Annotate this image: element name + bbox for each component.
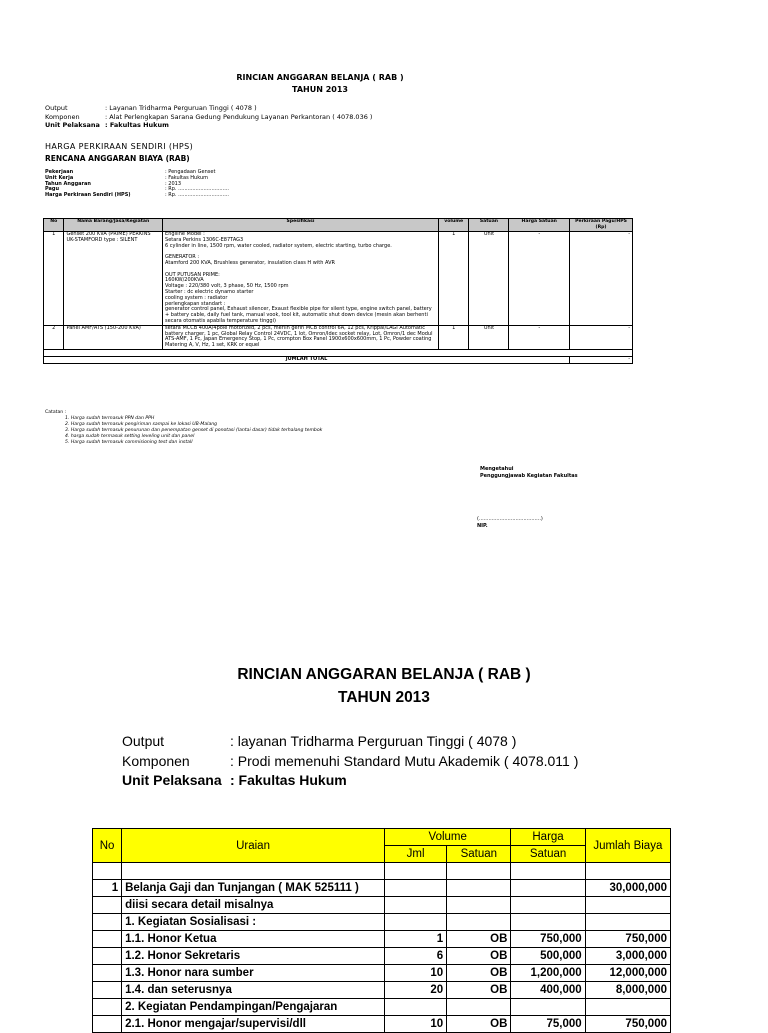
spec-header-total: Perkiraan Pagu/HPS (Rp): [570, 219, 633, 232]
rab-cell-jml: [385, 880, 447, 897]
rab-cell-no: [93, 982, 122, 999]
rab-cell-uraian: 1.3. Honor nara sumber: [122, 965, 385, 982]
rab-subtitle: RENCANA ANGGARAN BIAYA (RAB): [45, 154, 190, 163]
spec-line: GENERATOR :: [165, 254, 200, 261]
rab-cell-harga: [511, 880, 585, 897]
spec-line: Atamford 200 KVA, Brushless generator, insulation class H with AVR: [165, 259, 335, 266]
spec-line: cooling system : radiator: [165, 294, 228, 301]
doc1-info-label: Unit Pelaksana: [45, 121, 100, 130]
spec-row-total: -: [570, 325, 633, 349]
rab-cell-jml: 10: [385, 965, 447, 982]
rab-cell-no: [93, 931, 122, 948]
rab-cell-harga: [511, 897, 585, 914]
notes-label: Catatan :: [45, 410, 67, 415]
signature-block: [480, 466, 578, 480]
spec-table: [43, 218, 633, 364]
table-row: [93, 965, 671, 982]
rab-header-jml: Jml: [385, 846, 447, 863]
rab-spacer-cell: [122, 863, 385, 880]
spec-spacer: [44, 349, 633, 356]
rab-cell-jml: [385, 999, 447, 1016]
doc1-title: RINCIAN ANGGARAN BELANJA ( RAB ): [236, 73, 404, 82]
rab-cell-harga: 400,000: [511, 982, 585, 999]
rab-cell-jumlah: 8,000,000: [585, 982, 670, 999]
spec-header-price: Harga Satuan: [509, 219, 570, 232]
doc2-info-label: Unit Pelaksana: [122, 772, 222, 788]
rab-cell-jumlah: 12,000,000: [585, 965, 670, 982]
table-row: [93, 982, 671, 999]
rab-spacer-cell: [447, 863, 511, 880]
meta-value: : 2013: [165, 180, 181, 187]
doc1-meta: [45, 170, 229, 199]
rab-cell-uraian: 2.1. Honor mengajar/supervisi/dll: [122, 1016, 385, 1033]
spec-line: 160KW/200KVA: [165, 277, 204, 284]
rab-spacer-cell: [585, 863, 670, 880]
rab-cell-harga: 1,200,000: [511, 965, 585, 982]
table-row: [93, 914, 671, 931]
spec-row-name: Genset 200 KVA (PRIME) PERKINS UK-STAMFORD type : SILENT: [64, 232, 163, 326]
doc1-info-value: : Alat Perlengkapan Sarana Gedung Pendukung Layanan Perkantoran ( 4078.036 ): [105, 112, 373, 121]
doc2-year: TAHUN 2013: [338, 689, 430, 706]
rab-cell-jumlah: 750,000: [585, 1016, 670, 1033]
meta-label: Pagu: [45, 186, 60, 193]
meta-value: : Pengadaan Genset: [165, 169, 216, 175]
doc2-info-row: [122, 771, 578, 791]
rab-cell-satuan: OB: [447, 982, 511, 999]
doc1-info-label: Komponen: [45, 112, 80, 121]
spec-row-spec: setara MCCB 400A/4pole motorized, 2 pcs, merlin gerin MCB control 6A, 12 pcs, Krippal/LAGI Automatic battery charger, 1 pc, Global Relay Control 24VDC, 1 lot, Omron/Idec socket relay, Lot, Omron/1 dec Modul ATS-AMF, 1 Pc, Japan Emergency Stop, 1 Pc, crompton Box Panel 1900x600x600mm, 1 Pc, Powder coating Matering A, V, Hz, 1 set, KRK or equel: [163, 325, 439, 349]
rab-header-satuan: Satuan: [447, 846, 511, 863]
spec-line: perlengkapan standart :: [165, 300, 226, 307]
rab-cell-satuan: OB: [447, 1016, 511, 1033]
spec-header-name: Nama Barang/Jasa/Kegiatan: [64, 219, 163, 232]
rab-cell-jml: 20: [385, 982, 447, 999]
signature-line1: Mengetahui: [480, 466, 514, 472]
table-row: [93, 999, 671, 1016]
rab-cell-uraian: 1. Kegiatan Sosialisasi :: [122, 914, 385, 931]
rab-cell-jml: [385, 914, 447, 931]
doc2-info-label: Output: [122, 733, 165, 749]
signature-name-block: [477, 516, 543, 530]
table-row: [93, 897, 671, 914]
rab-header-row: [93, 829, 671, 846]
rab-cell-jumlah: [585, 914, 670, 931]
rab-spacer-row: [93, 863, 671, 880]
rab-table: [92, 828, 671, 1033]
spec-line: generator control panel, Exhaust silencer, Exaust flexible pipe for silent type, engine switch panel, battery + battery cable, daily fuel tank, manual vook, tool kit, automatic shut down device (mesin akan berhenti secara otomatis apabila temperature tinggi): [165, 306, 432, 324]
meta-value: : Fakultas Hukum: [165, 174, 208, 181]
note-item: 5. Harga sudah termasuk commisioning test dan install: [65, 440, 193, 445]
spec-row-no: 2: [44, 325, 64, 349]
signature-name: (.......................................): [477, 516, 543, 522]
rab-cell-uraian: 1.4. dan seterusnya: [122, 982, 385, 999]
spec-row: [44, 325, 633, 349]
note-item: 1. Harga sudah termasuk PPN dan PPH: [65, 416, 155, 421]
spec-line: Voltage : 220/380 volt, 3 phase, 50 Hz, 1500 rpm: [165, 283, 289, 290]
rab-cell-jumlah: [585, 897, 670, 914]
note-item: 4. harga sudah termasuk setting leveling unit dan panel: [65, 434, 195, 439]
doc2-info-row: [122, 732, 578, 752]
spec-total-row: [44, 356, 633, 363]
doc2-title: RINCIAN ANGGARAN BELANJA ( RAB ): [237, 666, 531, 683]
doc1-info-row: [45, 121, 372, 130]
rab-cell-harga: 75,000: [511, 1016, 585, 1033]
doc2-info-value: : layanan Tridharma Perguruan Tinggi ( 4078 ): [230, 733, 517, 749]
doc2-info-row: [122, 752, 578, 772]
spec-header-unit: Satuan: [469, 219, 509, 232]
rab-cell-jumlah: 750,000: [585, 931, 670, 948]
spec-row-price: -: [509, 325, 570, 349]
rab-cell-uraian: 1.1. Honor Ketua: [122, 931, 385, 948]
rab-cell-harga: [511, 999, 585, 1016]
rab-cell-satuan: [447, 897, 511, 914]
rab-cell-no: 1: [93, 880, 122, 897]
rab-cell-satuan: [447, 880, 511, 897]
rab-cell-jml: 6: [385, 948, 447, 965]
rab-header-no: No: [93, 829, 122, 863]
rab-cell-jumlah: 3,000,000: [585, 948, 670, 965]
table-row: [93, 948, 671, 965]
meta-label: Tahun Anggaran: [45, 180, 91, 187]
doc1-info: [45, 104, 372, 130]
rab-cell-no: [93, 897, 122, 914]
rab-cell-satuan: OB: [447, 948, 511, 965]
spec-header-no: No: [44, 219, 64, 232]
rab-cell-jml: 1: [385, 931, 447, 948]
rab-cell-satuan: OB: [447, 965, 511, 982]
rab-cell-jumlah: 30,000,000: [585, 880, 670, 897]
rab-cell-uraian: 2. Kegiatan Pendampingan/Pengajaran: [122, 999, 385, 1016]
rab-header-harga-satuan: Satuan: [511, 846, 585, 863]
meta-label: Pekerjaan: [45, 169, 74, 175]
spec-row-unit: Unit: [469, 325, 509, 349]
rab-header-uraian: Uraian: [122, 829, 385, 863]
spec-row-name: Panel AMF/ATS (150-200 KVA): [64, 325, 163, 349]
rab-cell-no: [93, 948, 122, 965]
meta-label: Harga Perkiraan Sendiri (HPS): [45, 192, 131, 199]
spec-total-value: -: [570, 356, 633, 363]
rab-cell-satuan: OB: [447, 931, 511, 948]
rab-cell-jumlah: [585, 999, 670, 1016]
spec-header-volume: volume: [438, 219, 469, 232]
spec-line: Starter : dc electric dynamo starter: [165, 288, 254, 295]
rab-header-volume: Volume: [385, 829, 511, 846]
doc2-info: [122, 732, 578, 791]
signature-nip: NIP.: [477, 523, 488, 529]
spec-row-spec: [163, 232, 439, 326]
rab-spacer-cell: [385, 863, 447, 880]
doc1-title-block: [0, 72, 640, 96]
rab-cell-harga: 750,000: [511, 931, 585, 948]
rab-spacer-cell: [93, 863, 122, 880]
rab-cell-no: [93, 914, 122, 931]
spec-row-total: -: [570, 232, 633, 326]
rab-cell-uraian: Belanja Gaji dan Tunjangan ( MAK 525111 ): [122, 880, 385, 897]
meta-value: : Rp. ................................: [165, 186, 229, 193]
rab-cell-uraian: diisi secara detail misalnya: [122, 897, 385, 914]
spec-total-label: JUMLAH TOTAL: [44, 356, 570, 363]
rab-spacer-cell: [511, 863, 585, 880]
signature-line2: Penggungjawab Kegiatan Fakultas: [480, 473, 578, 479]
doc1-info-value: : Fakultas Hukum: [105, 121, 169, 130]
meta-row: [45, 193, 229, 199]
spec-line: 6 cylinder in line, 1500 rpm, water cooled, radiator system, electric starting, turbo charge.: [165, 242, 392, 249]
rab-cell-satuan: [447, 914, 511, 931]
table-row: [93, 931, 671, 948]
table-row: [93, 880, 671, 897]
spec-spacer-row: [44, 349, 633, 356]
spec-row-volume: 1: [438, 325, 469, 349]
rab-cell-harga: 500,000: [511, 948, 585, 965]
spec-header-spec: Spesifikasi: [163, 219, 439, 232]
meta-value: : Rp. ................................: [165, 192, 229, 199]
spec-header-row: [44, 219, 633, 232]
rab-cell-harga: [511, 914, 585, 931]
spec-row-no: 1: [44, 232, 64, 326]
note-item: 3. Harga sudah termasuk penurunan dan penempatan genset di ponotasi (lantai dasar) tidak terhalang tembok: [65, 428, 323, 433]
spec-line: OUT PUTUSAN PRIME:: [165, 271, 220, 278]
note-item: 2. Harga sudah termasuk pengiriman sampai ke lokasi UB-Malang: [65, 422, 218, 427]
rab-header-harga: Harga: [511, 829, 585, 846]
rab-cell-satuan: [447, 999, 511, 1016]
spec-row-price: -: [509, 232, 570, 326]
rab-cell-no: [93, 965, 122, 982]
rab-cell-no: [93, 999, 122, 1016]
meta-label: Unit Kerja: [45, 174, 74, 181]
rab-header-jumlah: Jumlah Biaya: [585, 829, 670, 863]
doc2-info-value: : Prodi memenuhi Standard Mutu Akademik ( 4078.011 ): [230, 752, 579, 769]
spec-row-volume: 1: [438, 232, 469, 326]
doc2-info-value: : Fakultas Hukum: [230, 772, 347, 788]
spec-line: Engiline Model :: [165, 231, 205, 237]
doc1-info-row: [45, 104, 372, 113]
rab-cell-jml: [385, 897, 447, 914]
doc2-info-label: Komponen: [122, 752, 190, 769]
rab-cell-jml: 10: [385, 1016, 447, 1033]
doc1-info-value: : Layanan Tridharma Perguruan Tinggi ( 4078 ): [105, 104, 257, 112]
spec-row-unit: Unit: [469, 232, 509, 326]
table-row: [93, 1016, 671, 1033]
notes: [45, 410, 322, 446]
spec-line: Setara Perkins 1306C-E87TAG3: [165, 236, 244, 243]
doc1-info-label: Output: [45, 104, 68, 112]
doc1-year: TAHUN 2013: [292, 85, 348, 94]
spec-row: [44, 232, 633, 326]
doc1-info-row: [45, 113, 372, 122]
rab-cell-no: [93, 1016, 122, 1033]
rab-cell-uraian: 1.2. Honor Sekretaris: [122, 948, 385, 965]
doc2-title-block: [0, 663, 768, 709]
hps-title: HARGA PERKIRAAN SENDIRI (HPS): [45, 142, 194, 151]
